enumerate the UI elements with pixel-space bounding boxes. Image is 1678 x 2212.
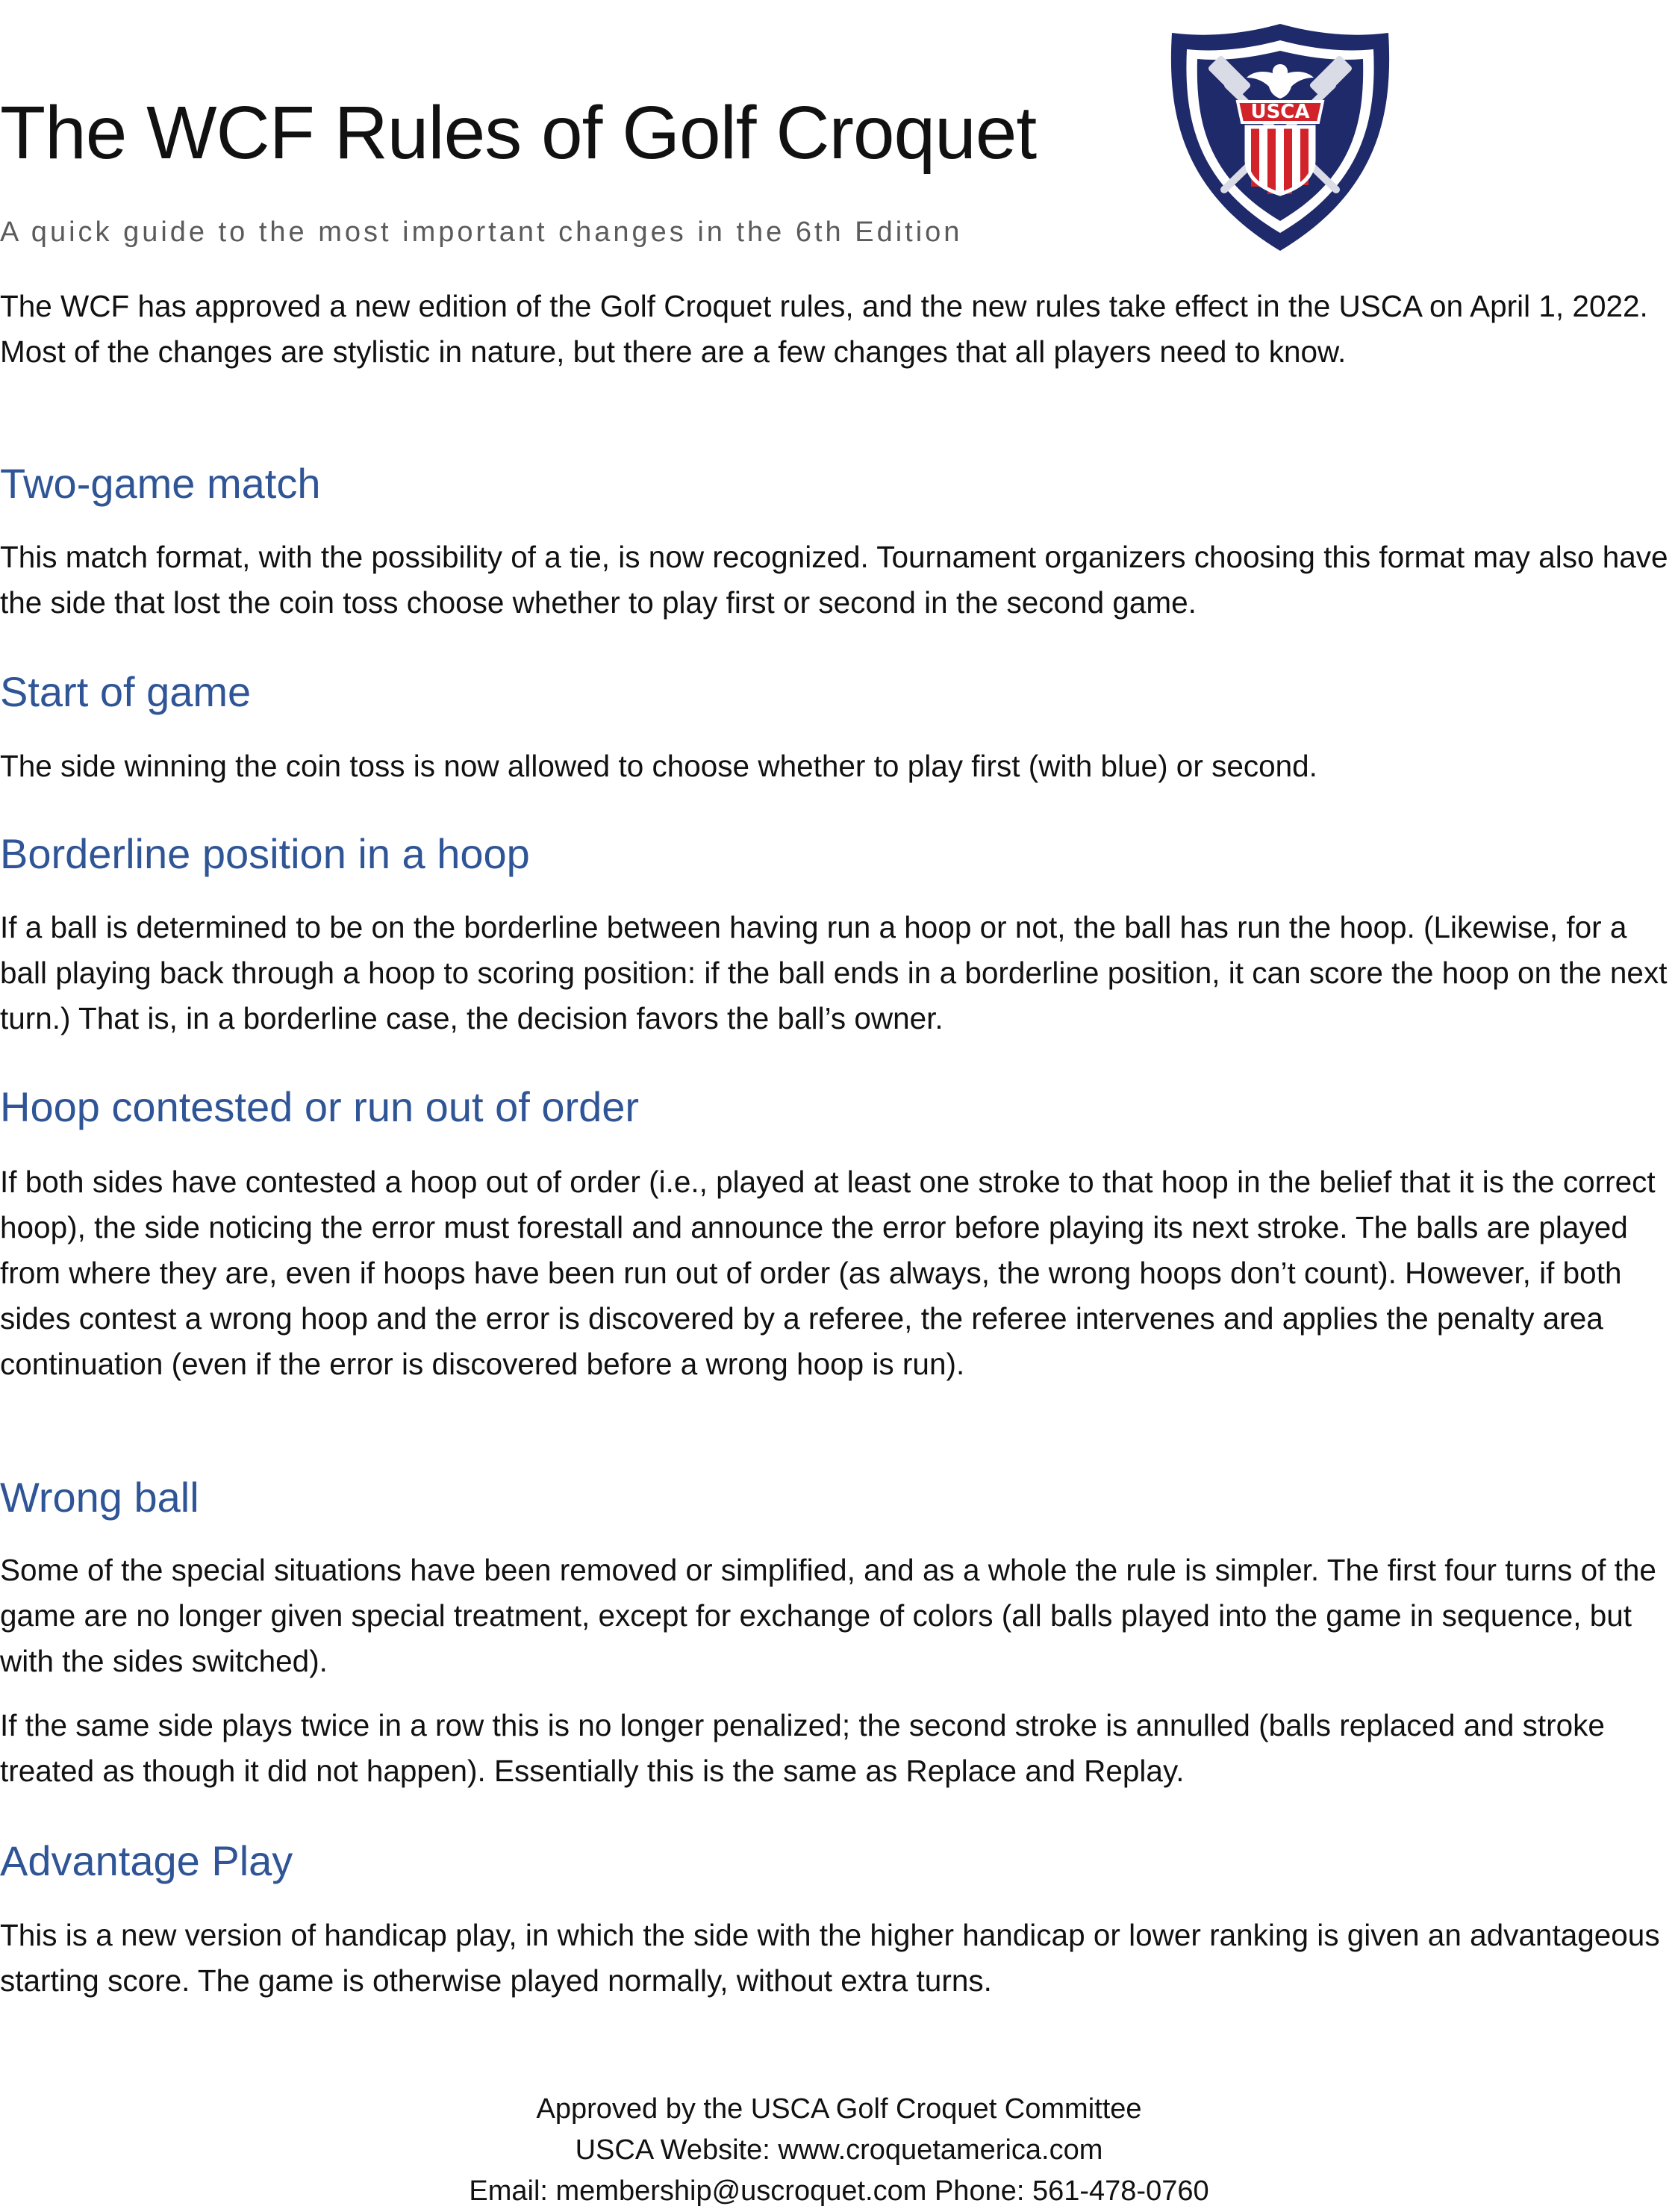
intro-paragraph: The WCF has approved a new edition of the Golf Croquet rules, and the new rules take effect in the USCA on April 1, 2022. Most of the changes are stylistic in nature, but there are a few changes that all players need to know.: [0, 289, 1648, 369]
section-heading-hoop-contested: Hoop contested or run out of order: [0, 1083, 640, 1130]
footer-contact-line: Email: membership@uscroquet.com Phone: 561-478-0760: [469, 2175, 1209, 2207]
document-subtitle: A quick guide to the most important changes in the 6th Edition: [0, 216, 963, 248]
footer-approval-line: Approved by the USCA Golf Croquet Committee: [536, 2093, 1142, 2125]
section-heading-advantage-play: Advantage Play: [0, 1837, 293, 1884]
section-paragraph: This match format, with the possibility of a tie, is now recognized. Tournament organizers choosing this format may also have the side that lost the coin toss choose whether to play first or second in the second game.: [0, 540, 1668, 620]
section-paragraph: Some of the special situations have been removed or simplified, and as a whole the rule is simpler. The first four turns of the game are no longer given special treatment, except for exchange of colors (all balls played into the game in sequence, but with the sides switched).: [0, 1553, 1656, 1678]
section-heading-start-of-game: Start of game: [0, 668, 252, 715]
document-footer: [0, 2089, 1678, 2212]
document-title: The WCF Rules of Golf Croquet: [0, 91, 1037, 175]
section-heading-borderline-position: Borderline position in a hoop: [0, 830, 530, 877]
section-heading-two-game-match: Two-game match: [0, 460, 321, 507]
section-heading-wrong-ball: Wrong ball: [0, 1474, 199, 1521]
section-paragraph: If the same side plays twice in a row this is no longer penalized; the second stroke is annulled (balls replaced and stroke treated as though it did not happen). Essentially this is the same as Replace and Replay.: [0, 1708, 1605, 1788]
footer-website-line: USCA Website: www.croquetamerica.com: [575, 2134, 1103, 2166]
section-paragraph: This is a new version of handicap play, in which the side with the higher handicap or lower ranking is given an advantageous starting score. The game is otherwise played normally, without extra turns.: [0, 1918, 1660, 1998]
section-paragraph: The side winning the coin toss is now allowed to choose whether to play first (with blue) or second.: [0, 749, 1317, 783]
section-paragraph: If both sides have contested a hoop out of order (i.e., played at least one stroke to that hoop in the belief that it is the correct hoop), the side noticing the error must forestall and announce the error before playing its next stroke. The balls are played from where they are, even if hoops have been run out of order (as always, the wrong hoops don’t count). However, if both sides contest a wrong hoop and the error is discovered by a referee, the referee intervenes and applies the penalty area continuation (even if the error is discovered before a wrong hoop is run).: [0, 1165, 1656, 1381]
section-paragraph: If a ball is determined to be on the borderline between having run a hoop or not, the ball has run the hoop. (Likewise, for a ball playing back through a hoop to scoring position: if the ball ends in a borderline position, it can score the hoop on the next turn.) That is, in a borderline case, the decision favors the ball’s owner.: [0, 910, 1668, 1035]
logo-text: USCA: [1250, 101, 1310, 123]
usca-shield-logo: [1164, 18, 1396, 257]
